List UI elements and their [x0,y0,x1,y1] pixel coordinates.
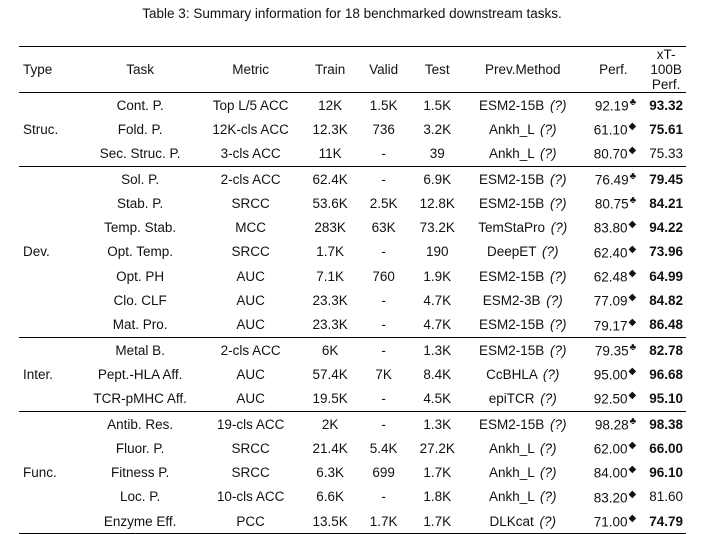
perf-value: 79.35 [594,343,629,359]
benchmark-table [19,46,686,534]
perf-value: 76.49 [594,172,629,188]
cell-perf [580,337,646,362]
cell-train: 11K [318,146,342,162]
cell-type [19,387,81,412]
citation-ref: (?) [540,465,557,481]
cell-xt-perf: 94.22 [649,220,683,236]
cell-prev-method [465,411,580,436]
cell-train: 62.4K [302,166,358,191]
citation-ref: (?) [542,366,560,382]
cell-xt-perf: 82.78 [646,337,686,362]
cell-task: Fitness P. [111,465,170,481]
cell-metric: AUC [236,366,265,382]
cell-xt-perf: 79.45 [646,166,686,191]
cell-test: 190 [425,244,449,260]
cell-task: Antib. Res. [81,411,198,436]
cell-xt-perf: 84.82 [649,293,683,309]
perf-value: 61.10 [593,122,628,138]
cell-valid: 736 [372,121,395,137]
cell-prev-method [465,362,580,386]
cell-valid: - [381,317,386,333]
cell-test: 4.7K [423,317,452,333]
cell-task: Enzyme Eff. [81,509,198,534]
cell-test: 12.8K [419,195,455,211]
cell-train: 19.5K [312,391,348,407]
citation-ref: (?) [550,220,568,236]
cell-metric: MCC [235,220,266,236]
method-name: Ankh_L [488,440,535,456]
method-name: ESM2-15B [478,268,545,284]
cell-perf [580,485,646,509]
cell-task: Loc. P. [120,489,161,505]
cell-type [19,166,81,191]
cell-metric: AUC [236,391,265,407]
cell-task: Opt. PH [116,268,165,284]
cell-perf [580,215,646,239]
perf-value: 95.00 [593,367,628,383]
citation-ref: (?) [540,146,557,162]
cell-task: Fluor. P. [115,440,165,456]
cell-metric: 2-cls ACC [199,337,302,362]
perf-value: 71.00 [593,514,628,530]
perf-value: 84.00 [593,465,628,481]
cell-valid: 1.7K [358,509,410,534]
method-name: ESM2-15B [478,342,545,358]
perf-value: 77.09 [593,293,628,309]
cell-valid: 2.5K [369,195,398,211]
cell-type [19,313,81,338]
cell-type [19,411,81,436]
perf-value: 92.50 [593,391,628,407]
citation-ref: (?) [540,489,557,505]
cell-train: 23.3K [312,293,348,309]
header-metric: Metric [199,47,302,93]
cell-type: Inter. [23,366,54,382]
cell-test: 3.2K [423,121,452,137]
cell-prev-method [465,240,580,264]
citation-ref: (?) [540,440,557,456]
cell-task: Pept.-HLA Aff. [97,366,183,382]
cell-type [19,93,81,118]
cell-type [19,142,81,167]
citation-ref: (?) [540,121,557,137]
perf-value: 80.70 [593,146,628,162]
perf-value: 83.80 [593,220,628,236]
cell-train: 12K [318,97,343,113]
cell-valid: - [381,244,386,260]
diamond-icon: ◆ [628,243,637,255]
cell-metric: PCC [199,509,302,534]
table-row [19,215,686,239]
club-icon: ♣ [629,341,637,353]
header-xt-perf: xT-100B Perf. [646,47,686,93]
cell-prev-method [465,166,580,191]
table-row [19,142,686,167]
diamond-icon: ◆ [628,366,637,378]
cell-perf [580,93,646,118]
table-caption: Table 3: Summary information for 18 benchmarked downstream tasks. [142,6,562,21]
cell-train: 6.3K [316,465,344,481]
cell-prev-method [465,313,580,338]
table-row [19,485,686,509]
cell-valid: 5.4K [369,440,398,456]
table-row [19,337,686,362]
citation-ref: (?) [539,513,557,529]
cell-prev-method [465,264,580,288]
table-row [19,509,686,534]
cell-task: Mat. Pro. [112,317,168,333]
cell-train: 7.1K [316,268,344,284]
cell-task: Fold. P. [117,121,163,137]
diamond-icon: ◆ [628,145,637,157]
cell-task: Cont. P. [116,97,164,113]
cell-perf [580,117,646,141]
cell-type [19,191,81,215]
cell-train: 57.4K [312,366,348,382]
diamond-icon: ◆ [628,316,637,328]
cell-xt-perf: 96.10 [649,465,683,481]
cell-train: 13.5K [302,509,358,534]
cell-train: 12.3K [312,121,348,137]
cell-test: 6.9K [409,166,465,191]
diamond-icon: ◆ [628,390,637,402]
cell-valid: 1.5K [369,97,398,113]
club-icon: ♣ [629,96,637,108]
cell-perf [580,387,646,412]
cell-test: 39 [429,146,445,162]
cell-prev-method [465,509,580,534]
cell-perf [580,264,646,288]
cell-test: 1.5K [423,97,452,113]
perf-value: 80.75 [594,196,629,212]
table-row [19,288,686,312]
method-name: DLKcat [489,513,534,529]
cell-valid: - [381,489,386,505]
cell-valid: - [381,293,386,309]
cell-prev-method [465,93,580,118]
cell-train: 2K [302,411,358,436]
cell-xt-perf: 96.68 [649,366,683,382]
cell-xt-perf: 84.21 [649,195,683,211]
cell-test: 8.4K [423,366,452,382]
cell-xt-perf: 93.32 [649,97,683,113]
citation-ref: (?) [540,391,557,407]
cell-metric: AUC [236,268,265,284]
perf-value: 98.28 [594,417,629,433]
cell-valid: - [358,337,410,362]
cell-xt-perf: 86.48 [649,317,683,333]
method-name: DeepET [486,244,537,260]
cell-type: Func. [23,465,57,481]
cell-task: Metal B. [81,337,198,362]
cell-xt-perf: 98.38 [646,411,686,436]
cell-test: 73.2K [419,220,455,236]
diamond-icon: ◆ [628,121,637,133]
cell-xt-perf: 75.61 [649,121,683,137]
header-valid: Valid [358,47,410,93]
header-row [19,47,686,93]
cell-test: 1.8K [423,489,452,505]
cell-train: 23.3K [312,317,348,333]
diamond-icon: ◆ [628,267,637,279]
cell-perf [580,411,646,436]
cell-type [19,264,81,288]
cell-test: 4.7K [423,293,452,309]
cell-perf [580,288,646,312]
header-prev-method: Prev.Method [465,47,580,93]
diamond-icon: ◆ [628,440,637,452]
diamond-icon: ◆ [628,292,637,304]
cell-prev-method [465,436,580,460]
method-name: CcBHLA [486,366,538,382]
cell-type: Dev. [23,244,50,260]
method-name: ESM2-15B [478,317,545,333]
cell-valid: 760 [372,268,395,284]
header-train: Train [302,47,358,93]
citation-ref: (?) [550,268,567,284]
cell-prev-method [465,191,580,215]
header-task: Task [81,47,198,93]
club-icon: ♣ [629,415,637,427]
citation-ref: (?) [546,293,563,309]
table-row [19,191,686,215]
citation-ref: (?) [550,195,567,211]
cell-xt-perf: 75.33 [649,146,683,162]
method-name: Ankh_L [488,465,535,481]
cell-train: 53.6K [312,195,348,211]
cell-metric: 19-cls ACC [199,411,302,436]
cell-test: 1.9K [423,268,452,284]
cell-type: Struc. [23,121,59,137]
cell-xt-perf: 81.60 [649,489,683,505]
perf-value: 62.00 [593,441,628,457]
citation-ref: (?) [542,244,559,260]
cell-type [19,288,81,312]
perf-value: 79.17 [593,318,628,334]
diamond-icon: ◆ [628,464,637,476]
cell-perf [580,166,646,191]
table-row [19,362,686,386]
cell-prev-method [465,485,580,509]
citation-ref: (?) [550,317,567,333]
citation-ref: (?) [550,171,567,187]
diamond-icon: ◆ [628,512,637,524]
cell-train: 6.6K [316,489,344,505]
cell-xt-perf: 95.10 [649,391,683,407]
method-name: ESM2-3B [482,293,541,309]
cell-task: Opt. Temp. [107,244,174,260]
cell-valid: - [381,391,386,407]
citation-ref: (?) [550,97,567,113]
header-type: Type [19,47,81,93]
cell-test: 1.3K [409,411,465,436]
cell-xt-perf: 64.99 [649,268,683,284]
cell-test: 1.7K [423,465,452,481]
table-row [19,460,686,484]
cell-perf [580,142,646,167]
cell-task: TCR-pMHC Aff. [93,391,187,407]
cell-metric: SRCC [231,244,270,260]
cell-task: Clo. CLF [113,293,167,309]
cell-type [19,485,81,509]
table-row [19,313,686,338]
cell-metric: SRCC [231,195,270,211]
table-row [19,264,686,288]
cell-perf [580,240,646,264]
cell-valid: 7K [375,366,392,382]
cell-prev-method [465,215,580,239]
cell-prev-method [465,117,580,141]
cell-train: 6K [302,337,358,362]
cell-task: Stab. P. [117,195,164,211]
perf-value: 62.40 [593,245,628,261]
cell-valid: - [381,146,386,162]
cell-train: 283K [314,220,346,236]
cell-metric: 3-cls ACC [220,146,281,162]
cell-type [19,337,81,362]
method-name: Ankh_L [488,121,535,137]
cell-type [19,509,81,534]
perf-value: 62.48 [593,269,628,285]
table-row [19,240,686,264]
cell-valid: 699 [372,465,395,481]
table-row [19,436,686,460]
cell-perf [580,509,646,534]
cell-type [19,215,81,239]
cell-test: 4.5K [423,391,452,407]
cell-metric: SRCC [231,465,270,481]
cell-task: Temp. Stab. [104,220,177,236]
header-test: Test [409,47,465,93]
diamond-icon: ◆ [628,219,637,231]
cell-perf [580,460,646,484]
cell-metric: AUC [236,293,265,309]
club-icon: ♣ [629,195,637,207]
cell-metric: AUC [236,317,265,333]
cell-xt-perf: 73.96 [649,244,683,260]
method-name: ESM2-15B [478,171,545,187]
cell-valid: - [358,166,410,191]
table-row [19,93,686,118]
table-row [19,166,686,191]
cell-task: Sec. Struc. P. [99,146,181,162]
diamond-icon: ◆ [628,488,637,500]
perf-value: 92.19 [594,98,629,114]
cell-metric: SRCC [231,440,270,456]
cell-perf [580,313,646,338]
cell-metric: Top L/5 ACC [212,97,289,113]
method-name: ESM2-15B [478,97,545,113]
cell-perf [580,191,646,215]
method-name: ESM2-15B [478,416,545,432]
cell-metric: 2-cls ACC [199,166,302,191]
cell-prev-method [465,337,580,362]
cell-train: 1.7K [316,244,344,260]
cell-xt-perf: 74.79 [646,509,686,534]
citation-ref: (?) [550,416,567,432]
method-name: epiTCR [488,391,535,407]
method-name: Ankh_L [488,146,535,162]
cell-valid: - [358,411,410,436]
cell-train: 21.4K [312,440,348,456]
table-row [19,117,686,141]
cell-xt-perf: 66.00 [649,440,683,456]
cell-prev-method [465,387,580,412]
cell-task: Sol. P. [81,166,198,191]
cell-perf [580,362,646,386]
method-name: Ankh_L [488,489,535,505]
cell-perf [580,436,646,460]
perf-value: 83.20 [593,490,628,506]
method-name: ESM2-15B [478,195,545,211]
cell-metric: 12K-cls ACC [212,121,289,137]
club-icon: ♣ [629,170,637,182]
method-name: TemStaPro [478,220,545,236]
cell-metric: 10-cls ACC [216,489,285,505]
header-perf: Perf. [580,47,646,93]
cell-test: 1.7K [409,509,465,534]
cell-prev-method [465,460,580,484]
table-row [19,411,686,436]
cell-valid: 63K [371,220,396,236]
cell-test: 1.3K [409,337,465,362]
cell-prev-method [465,288,580,312]
cell-prev-method [465,142,580,167]
table-body [19,93,686,534]
cell-type [19,436,81,460]
citation-ref: (?) [550,342,567,358]
cell-test: 27.2K [419,440,455,456]
table-row [19,387,686,412]
